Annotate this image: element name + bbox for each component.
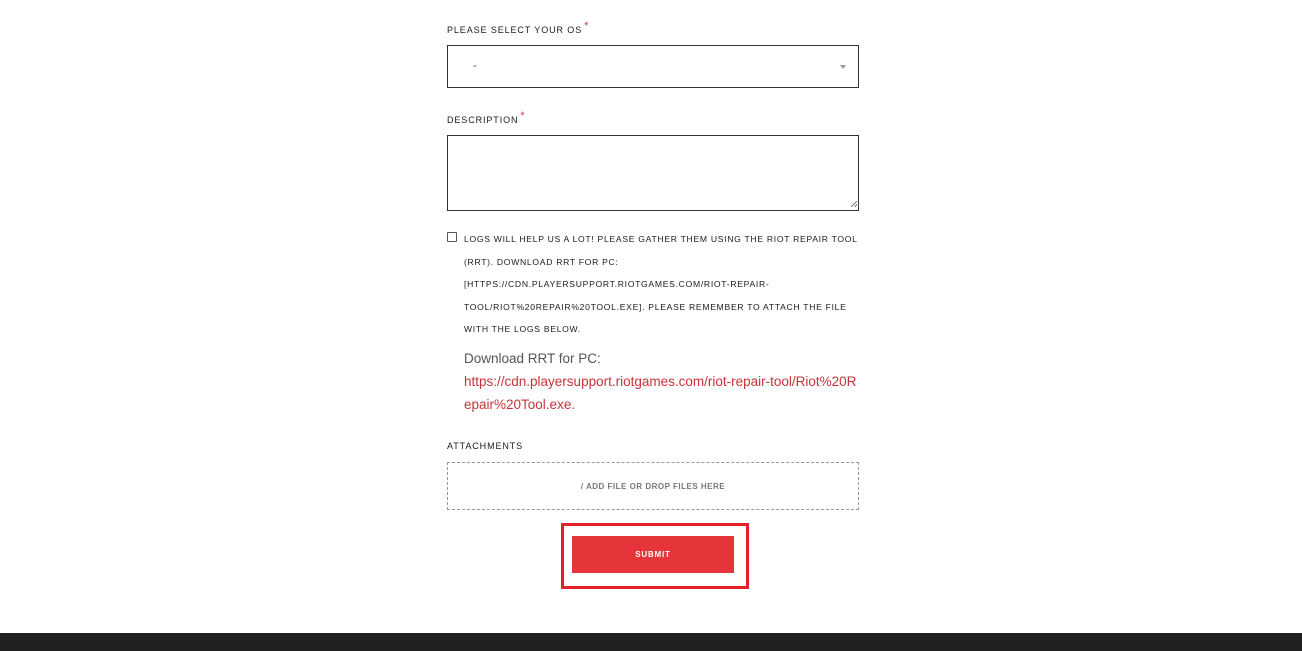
dropzone-text: / ADD FILE OR DROP FILES HERE xyxy=(580,481,726,491)
rrt-download-block xyxy=(464,347,859,416)
attachments-label: ATTACHMENTS xyxy=(447,441,524,451)
os-label-text: PLEASE SELECT YOUR OS xyxy=(447,25,583,35)
os-select[interactable] xyxy=(447,45,859,88)
os-select-value: - xyxy=(473,60,477,72)
description-textarea[interactable] xyxy=(447,135,859,211)
description-field-label xyxy=(447,110,526,126)
description-label-text: DESCRIPTION xyxy=(447,115,519,125)
submit-button[interactable]: SUBMIT xyxy=(572,536,734,573)
os-field-label xyxy=(447,20,590,36)
file-dropzone[interactable] xyxy=(447,462,859,510)
logs-checkbox[interactable] xyxy=(447,232,457,242)
resize-handle-icon[interactable] xyxy=(851,201,857,207)
os-required-mark: * xyxy=(584,20,590,32)
chevron-down-icon xyxy=(840,65,846,69)
rrt-download-title: Download RRT for PC: xyxy=(464,351,601,366)
page-footer xyxy=(0,633,1302,651)
logs-checkbox-label: LOGS WILL HELP US A LOT! PLEASE GATHER THEM USING THE RIOT REPAIR TOOL (RRT). DOWNLOAD RRT FOR PC: [HTTPS://CDN.PLAYERSUPPORT.RIOTGAMES.COM/RIOT-REPAIR-TOOL/RIOT%20REPAIR%20TOOL.EXE]. PLEASE REMEMBER TO ATTACH THE FILE WITH THE LOGS BELOW. xyxy=(464,234,858,334)
description-required-mark: * xyxy=(520,110,526,122)
rrt-download-link[interactable]: https://cdn.playersupport.riotgames.com/riot-repair-tool/Riot%20Repair%20Tool.exe. xyxy=(464,374,857,412)
